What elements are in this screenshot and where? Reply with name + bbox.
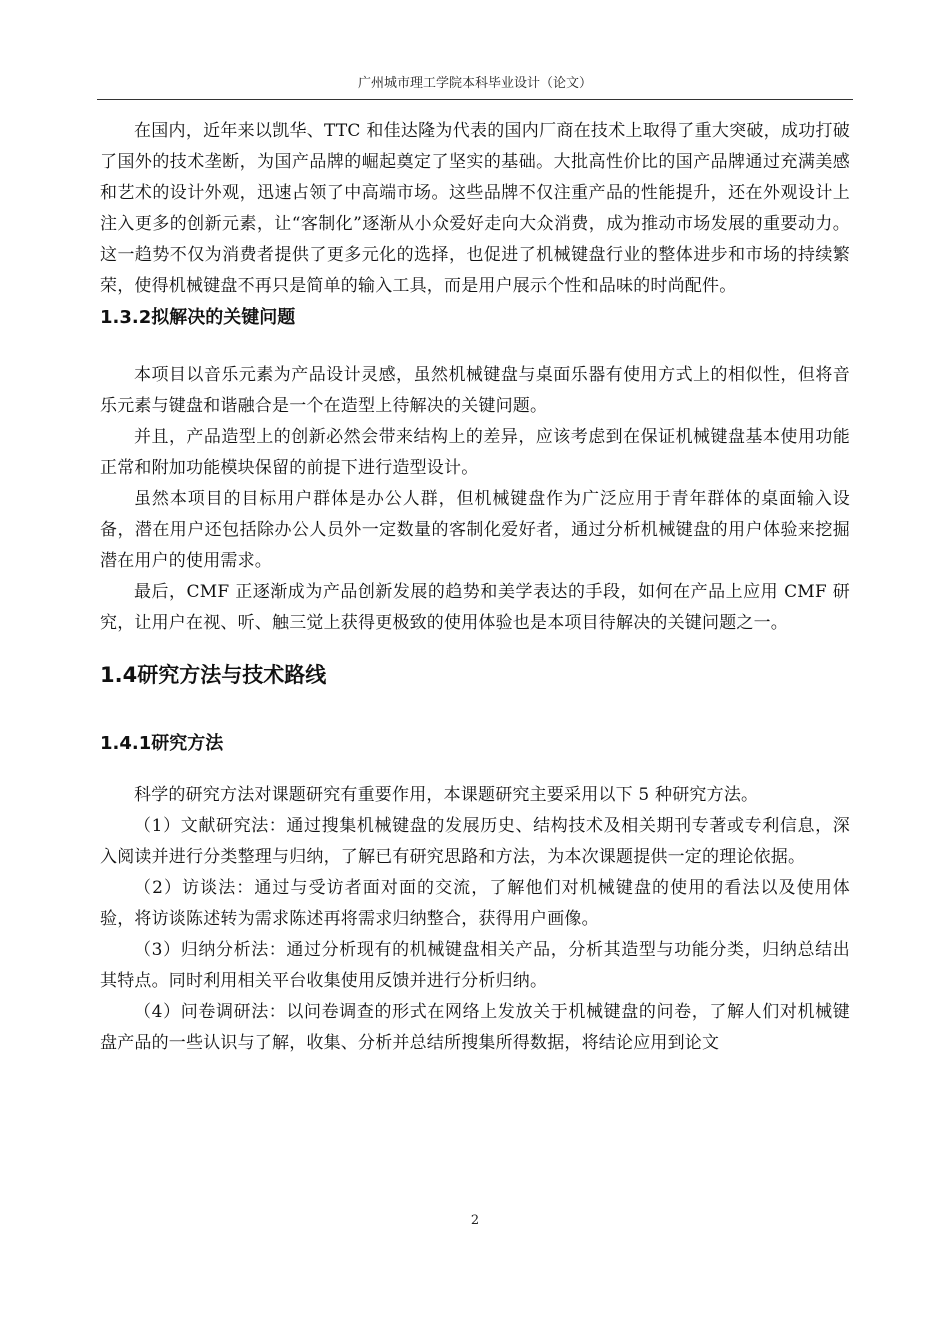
header-divider	[97, 99, 853, 100]
paragraph-method-literature: （1）文献研究法：通过搜集机械键盘的发展历史、结构技术及相关期刊专著或专利信息，深入阅读并进行分类整理与归纳，了解已有研究思路和方法，为本次课题提供一定的理论依据。	[100, 816, 850, 867]
paragraph-method-inductive: （3）归纳分析法：通过分析现有的机械键盘相关产品，分析其造型与功能分类，归纳总结出其特点。同时利用相关平台收集使用反馈并进行分析归纳。	[100, 940, 850, 991]
paragraph-key-problem-4: 最后，CMF 正逐渐成为产品创新发展的趋势和美学表达的手段，如何在产品上应用 CMF 研究，让用户在视、听、触三觉上获得更极致的使用体验也是本项目待解决的关键问题之一。	[100, 582, 850, 633]
paragraph-method-intro: 科学的研究方法对课题研究有重要作用，本课题研究主要采用以下 5 种研究方法。	[134, 785, 759, 805]
document-body	[100, 116, 850, 1059]
paragraph-domestic-brands: 在国内，近年来以凯华、TTC 和佳达隆为代表的国内厂商在技术上取得了重大突破，成功打破了国外的技术垄断，为国产品牌的崛起奠定了坚实的基础。大批高性价比的国产品牌通过充满美感和艺术的设计外观，迅速占领了中高端市场。这些品牌不仅注重产品的性能提升，还在外观设计上注入更多的创新元素，让“客制化”逐渐从小众爱好走向大众消费，成为推动市场发展的重要动力。这一趋势不仅为消费者提供了更多元化的选择，也促进了机械键盘行业的整体进步和市场的持续繁荣，使得机械键盘不再只是简单的输入工具，而是用户展示个性和品味的时尚配件。	[100, 121, 850, 296]
section-heading-1-4: 1.4研究方法与技术路线	[100, 663, 327, 687]
section-heading-1-3-2: 1.3.2拟解决的关键问题	[100, 307, 296, 328]
page-number: 2	[470, 1213, 480, 1228]
paragraph-method-questionnaire: （4）问卷调研法：以问卷调查的形式在网络上发放关于机械键盘的问卷，了解人们对机械键盘产品的一些认识与了解，收集、分析并总结所搜集所得数据，将结论应用到论文	[100, 1002, 850, 1053]
paragraph-key-problem-3: 虽然本项目的目标用户群体是办公人群，但机械键盘作为广泛应用于青年群体的桌面输入设备，潜在用户还包括除办公人员外一定数量的客制化爱好者，通过分析机械键盘的用户体验来挖掘潜在用户的使用需求。	[100, 489, 850, 571]
paragraph-key-problem-1: 本项目以音乐元素为产品设计灵感，虽然机械键盘与桌面乐器有使用方式上的相似性，但将音乐元素与键盘和谐融合是一个在造型上待解决的关键问题。	[100, 365, 850, 416]
section-heading-1-4-1: 1.4.1研究方法	[100, 733, 224, 754]
page-header: 广州城市理工学院本科毕业设计（论文）	[357, 76, 592, 91]
paragraph-method-interview: （2）访谈法：通过与受访者面对面的交流，了解他们对机械键盘的使用的看法以及使用体验，将访谈陈述转为需求陈述再将需求归纳整合，获得用户画像。	[100, 878, 850, 929]
paragraph-key-problem-2: 并且，产品造型上的创新必然会带来结构上的差异，应该考虑到在保证机械键盘基本使用功能正常和附加功能模块保留的前提下进行造型设计。	[100, 427, 850, 478]
